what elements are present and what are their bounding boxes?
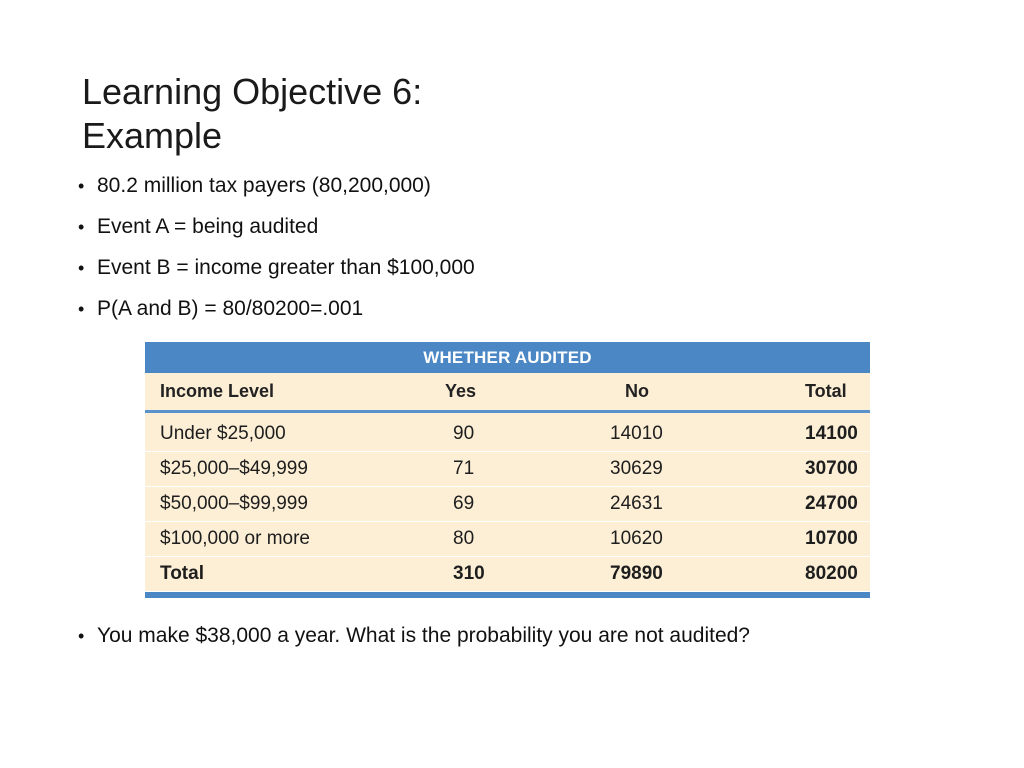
cell-total: 80200 <box>805 557 870 592</box>
cell-yes: 90 <box>443 412 608 452</box>
cell-yes: 69 <box>443 487 608 522</box>
bullet-dot-icon: • <box>78 217 85 237</box>
cell-yes: 71 <box>443 452 608 487</box>
bullet-item <box>76 254 475 282</box>
table-row <box>145 412 870 452</box>
bullet-dot-icon: • <box>78 176 85 196</box>
bullet-item <box>76 295 475 323</box>
header-total: Total <box>805 373 870 412</box>
header-yes: Yes <box>443 373 608 412</box>
bullet-dot-icon: • <box>78 258 85 278</box>
cell-no: 79890 <box>608 557 805 592</box>
bullet-item <box>76 172 475 200</box>
bullet-text: 80.2 million tax payers (80,200,000) <box>97 174 431 197</box>
table-row <box>145 487 870 522</box>
cell-income-level: Total <box>145 557 443 592</box>
table-total-row <box>145 557 870 592</box>
header-income-level: Income Level <box>145 373 443 412</box>
slide-title-line-1: Learning Objective 6: <box>82 71 423 112</box>
bullet-text: Event A = being audited <box>97 215 319 238</box>
question-text: You make $38,000 a year. What is the probability you are not audited? <box>97 624 750 647</box>
cell-yes: 310 <box>443 557 608 592</box>
cell-total: 10700 <box>805 522 870 557</box>
cell-no: 30629 <box>608 452 805 487</box>
cell-total: 30700 <box>805 452 870 487</box>
table-banner: WHETHER AUDITED <box>145 342 870 373</box>
bullet-dot-icon: • <box>78 299 85 319</box>
question-bullet-list <box>76 622 750 650</box>
cell-income-level: $25,000–$49,999 <box>145 452 443 487</box>
cell-income-level: Under $25,000 <box>145 412 443 452</box>
cell-income-level: $100,000 or more <box>145 522 443 557</box>
table-header-row <box>145 373 870 412</box>
cell-income-level: $50,000–$99,999 <box>145 487 443 522</box>
table-row <box>145 452 870 487</box>
cell-total: 14100 <box>805 412 870 452</box>
bullet-dot-icon: • <box>78 626 85 646</box>
cell-total: 24700 <box>805 487 870 522</box>
slide-title-line-2: Example <box>82 115 223 156</box>
slide-title <box>82 70 682 158</box>
bullet-text: Event B = income greater than $100,000 <box>97 256 475 279</box>
bullet-text: P(A and B) = 80/80200=.001 <box>97 297 364 320</box>
cell-no: 10620 <box>608 522 805 557</box>
bullet-item <box>76 622 750 650</box>
audit-table <box>145 342 870 598</box>
bullet-list <box>76 172 475 336</box>
table-row <box>145 522 870 557</box>
bullet-item <box>76 213 475 241</box>
cell-no: 14010 <box>608 412 805 452</box>
cell-no: 24631 <box>608 487 805 522</box>
audit-data-table <box>145 373 870 592</box>
cell-yes: 80 <box>443 522 608 557</box>
header-no: No <box>608 373 805 412</box>
